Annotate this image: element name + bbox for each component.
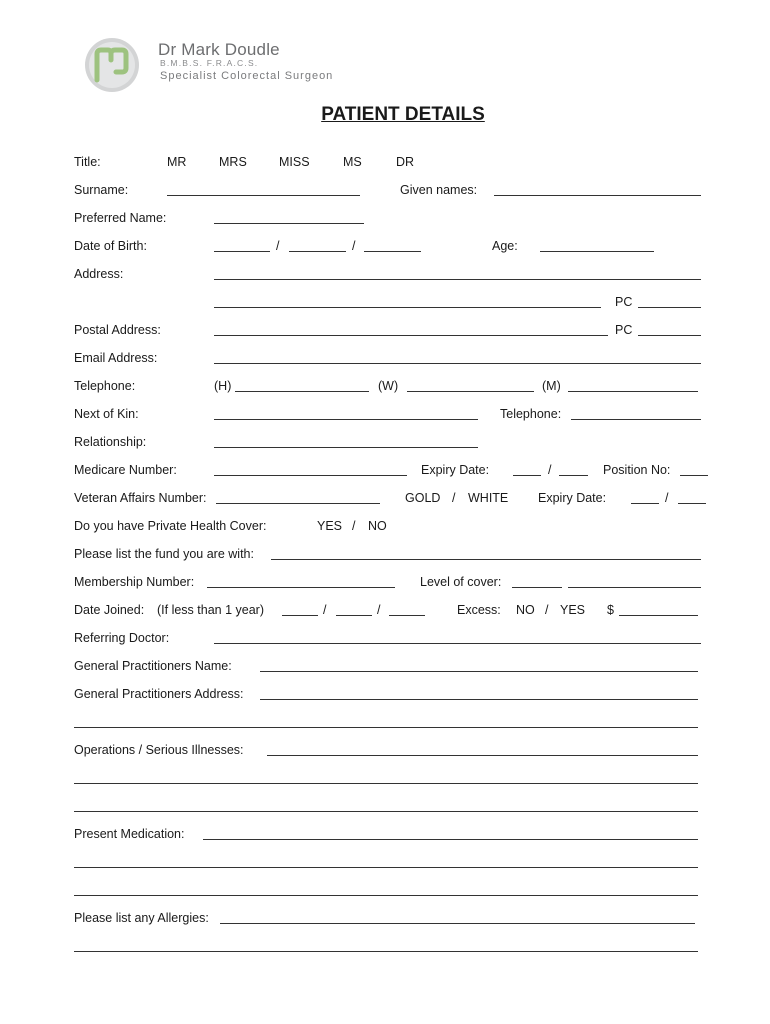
- level-cover-field-2[interactable]: [568, 587, 701, 588]
- private-cover-yes-option[interactable]: YES: [317, 519, 343, 533]
- white-option[interactable]: WHITE: [468, 491, 509, 505]
- date-joined-note: (If less than 1 year): [157, 603, 264, 617]
- medicare-expiry-month-field[interactable]: [513, 475, 541, 476]
- veteran-expiry-month-field[interactable]: [631, 503, 659, 504]
- gold-white-slash: /: [452, 491, 456, 505]
- operations-label: Operations / Serious Illnesses:: [74, 743, 244, 757]
- postal-address-label: Postal Address:: [74, 323, 161, 337]
- referring-doctor-label: Referring Doctor:: [74, 631, 170, 645]
- excess-no-option[interactable]: NO: [516, 603, 535, 617]
- dob-day-field[interactable]: [214, 251, 270, 252]
- title-option-dr[interactable]: DR: [396, 155, 415, 169]
- brand-tagline: Specialist Colorectal Surgeon: [160, 70, 334, 82]
- title-option-miss[interactable]: MISS: [279, 155, 310, 169]
- date-joined-year-field[interactable]: [389, 615, 425, 616]
- kin-telephone-field[interactable]: [571, 419, 701, 420]
- veteran-label: Veteran Affairs Number:: [74, 491, 207, 505]
- gp-address-label: General Practitioners Address:: [74, 687, 244, 701]
- fund-label: Please list the fund you are with:: [74, 547, 254, 561]
- fund-field[interactable]: [271, 559, 701, 560]
- operations-line-2-field[interactable]: [74, 783, 698, 784]
- private-cover-label: Do you have Private Health Cover:: [74, 519, 267, 533]
- dob-label: Date of Birth:: [74, 239, 147, 253]
- excess-amount-field[interactable]: [619, 615, 698, 616]
- allergies-line-2-field[interactable]: [74, 951, 698, 952]
- allergies-field[interactable]: [220, 923, 695, 924]
- given-names-label: Given names:: [400, 183, 478, 197]
- veteran-expiry-label: Expiry Date:: [538, 491, 607, 505]
- medication-line-3-field[interactable]: [74, 895, 698, 896]
- address-label: Address:: [74, 267, 124, 281]
- surname-field[interactable]: [167, 195, 360, 196]
- level-cover-field-1[interactable]: [512, 587, 562, 588]
- membership-label: Membership Number:: [74, 575, 195, 589]
- referring-doctor-field[interactable]: [214, 643, 701, 644]
- veteran-number-field[interactable]: [216, 503, 380, 504]
- allergies-label: Please list any Allergies:: [74, 911, 209, 925]
- relationship-field[interactable]: [214, 447, 478, 448]
- excess-yes-option[interactable]: YES: [560, 603, 586, 617]
- next-of-kin-label: Next of Kin:: [74, 407, 139, 421]
- tel-home-label: (H): [214, 379, 232, 393]
- tel-mobile-field[interactable]: [568, 391, 698, 392]
- dob-slash-1: /: [276, 239, 280, 253]
- postal-pc-label: PC: [615, 323, 633, 337]
- medicare-expiry-label: Expiry Date:: [421, 463, 490, 477]
- title-option-mr[interactable]: MR: [167, 155, 187, 169]
- page-title: PATIENT DETAILS: [321, 104, 485, 125]
- medication-line-2-field[interactable]: [74, 867, 698, 868]
- excess-label: Excess:: [457, 603, 501, 617]
- logo-icon: [82, 36, 142, 94]
- medication-label: Present Medication:: [74, 827, 185, 841]
- gp-name-label: General Practitioners Name:: [74, 659, 232, 673]
- email-field[interactable]: [214, 363, 701, 364]
- dob-slash-2: /: [352, 239, 356, 253]
- tel-mobile-label: (M): [542, 379, 561, 393]
- tel-work-label: (W): [378, 379, 399, 393]
- medicare-number-field[interactable]: [214, 475, 407, 476]
- address-line-1-field[interactable]: [214, 279, 701, 280]
- veteran-expiry-year-field[interactable]: [678, 503, 706, 504]
- gp-address-line-2-field[interactable]: [74, 727, 698, 728]
- address-line-2-field[interactable]: [214, 307, 601, 308]
- brand-name: Dr Mark Doudle: [158, 40, 280, 59]
- medication-field[interactable]: [203, 839, 698, 840]
- medicare-expiry-slash: /: [548, 463, 552, 477]
- telephone-label: Telephone:: [74, 379, 136, 393]
- date-joined-slash-1: /: [323, 603, 327, 617]
- operations-line-3-field[interactable]: [74, 811, 698, 812]
- age-field[interactable]: [540, 251, 654, 252]
- position-no-label: Position No:: [603, 463, 671, 477]
- preferred-name-field[interactable]: [214, 223, 364, 224]
- operations-field[interactable]: [267, 755, 698, 756]
- medicare-expiry-year-field[interactable]: [559, 475, 588, 476]
- given-names-field[interactable]: [494, 195, 701, 196]
- gp-name-field[interactable]: [260, 671, 698, 672]
- brand-qualifications: B.M.B.S. F.R.A.C.S.: [160, 58, 259, 68]
- excess-dollar-label: $: [607, 603, 614, 617]
- next-of-kin-field[interactable]: [214, 419, 478, 420]
- private-cover-no-option[interactable]: NO: [368, 519, 387, 533]
- date-joined-month-field[interactable]: [336, 615, 372, 616]
- surname-label: Surname:: [74, 183, 129, 197]
- kin-telephone-label: Telephone:: [500, 407, 562, 421]
- date-joined-slash-2: /: [377, 603, 381, 617]
- tel-work-field[interactable]: [407, 391, 534, 392]
- postal-address-field[interactable]: [214, 335, 608, 336]
- title-label: Title:: [74, 155, 101, 169]
- private-cover-slash: /: [352, 519, 356, 533]
- address-pc-field[interactable]: [638, 307, 701, 308]
- age-label: Age:: [492, 239, 518, 253]
- membership-number-field[interactable]: [207, 587, 395, 588]
- dob-month-field[interactable]: [289, 251, 346, 252]
- postal-pc-field[interactable]: [638, 335, 701, 336]
- medicare-label: Medicare Number:: [74, 463, 177, 477]
- address-pc-label: PC: [615, 295, 633, 309]
- title-option-mrs[interactable]: MRS: [219, 155, 247, 169]
- position-no-field[interactable]: [680, 475, 708, 476]
- email-label: Email Address:: [74, 351, 158, 365]
- gp-address-field[interactable]: [260, 699, 698, 700]
- date-joined-day-field[interactable]: [282, 615, 318, 616]
- title-option-ms[interactable]: MS: [343, 155, 362, 169]
- veteran-expiry-slash: /: [665, 491, 669, 505]
- preferred-name-label: Preferred Name:: [74, 211, 167, 225]
- date-joined-label: Date Joined:: [74, 603, 145, 617]
- excess-slash: /: [545, 603, 549, 617]
- tel-home-field[interactable]: [235, 391, 369, 392]
- relationship-label: Relationship:: [74, 435, 147, 449]
- level-cover-label: Level of cover:: [420, 575, 502, 589]
- gold-option[interactable]: GOLD: [405, 491, 441, 505]
- dob-year-field[interactable]: [364, 251, 421, 252]
